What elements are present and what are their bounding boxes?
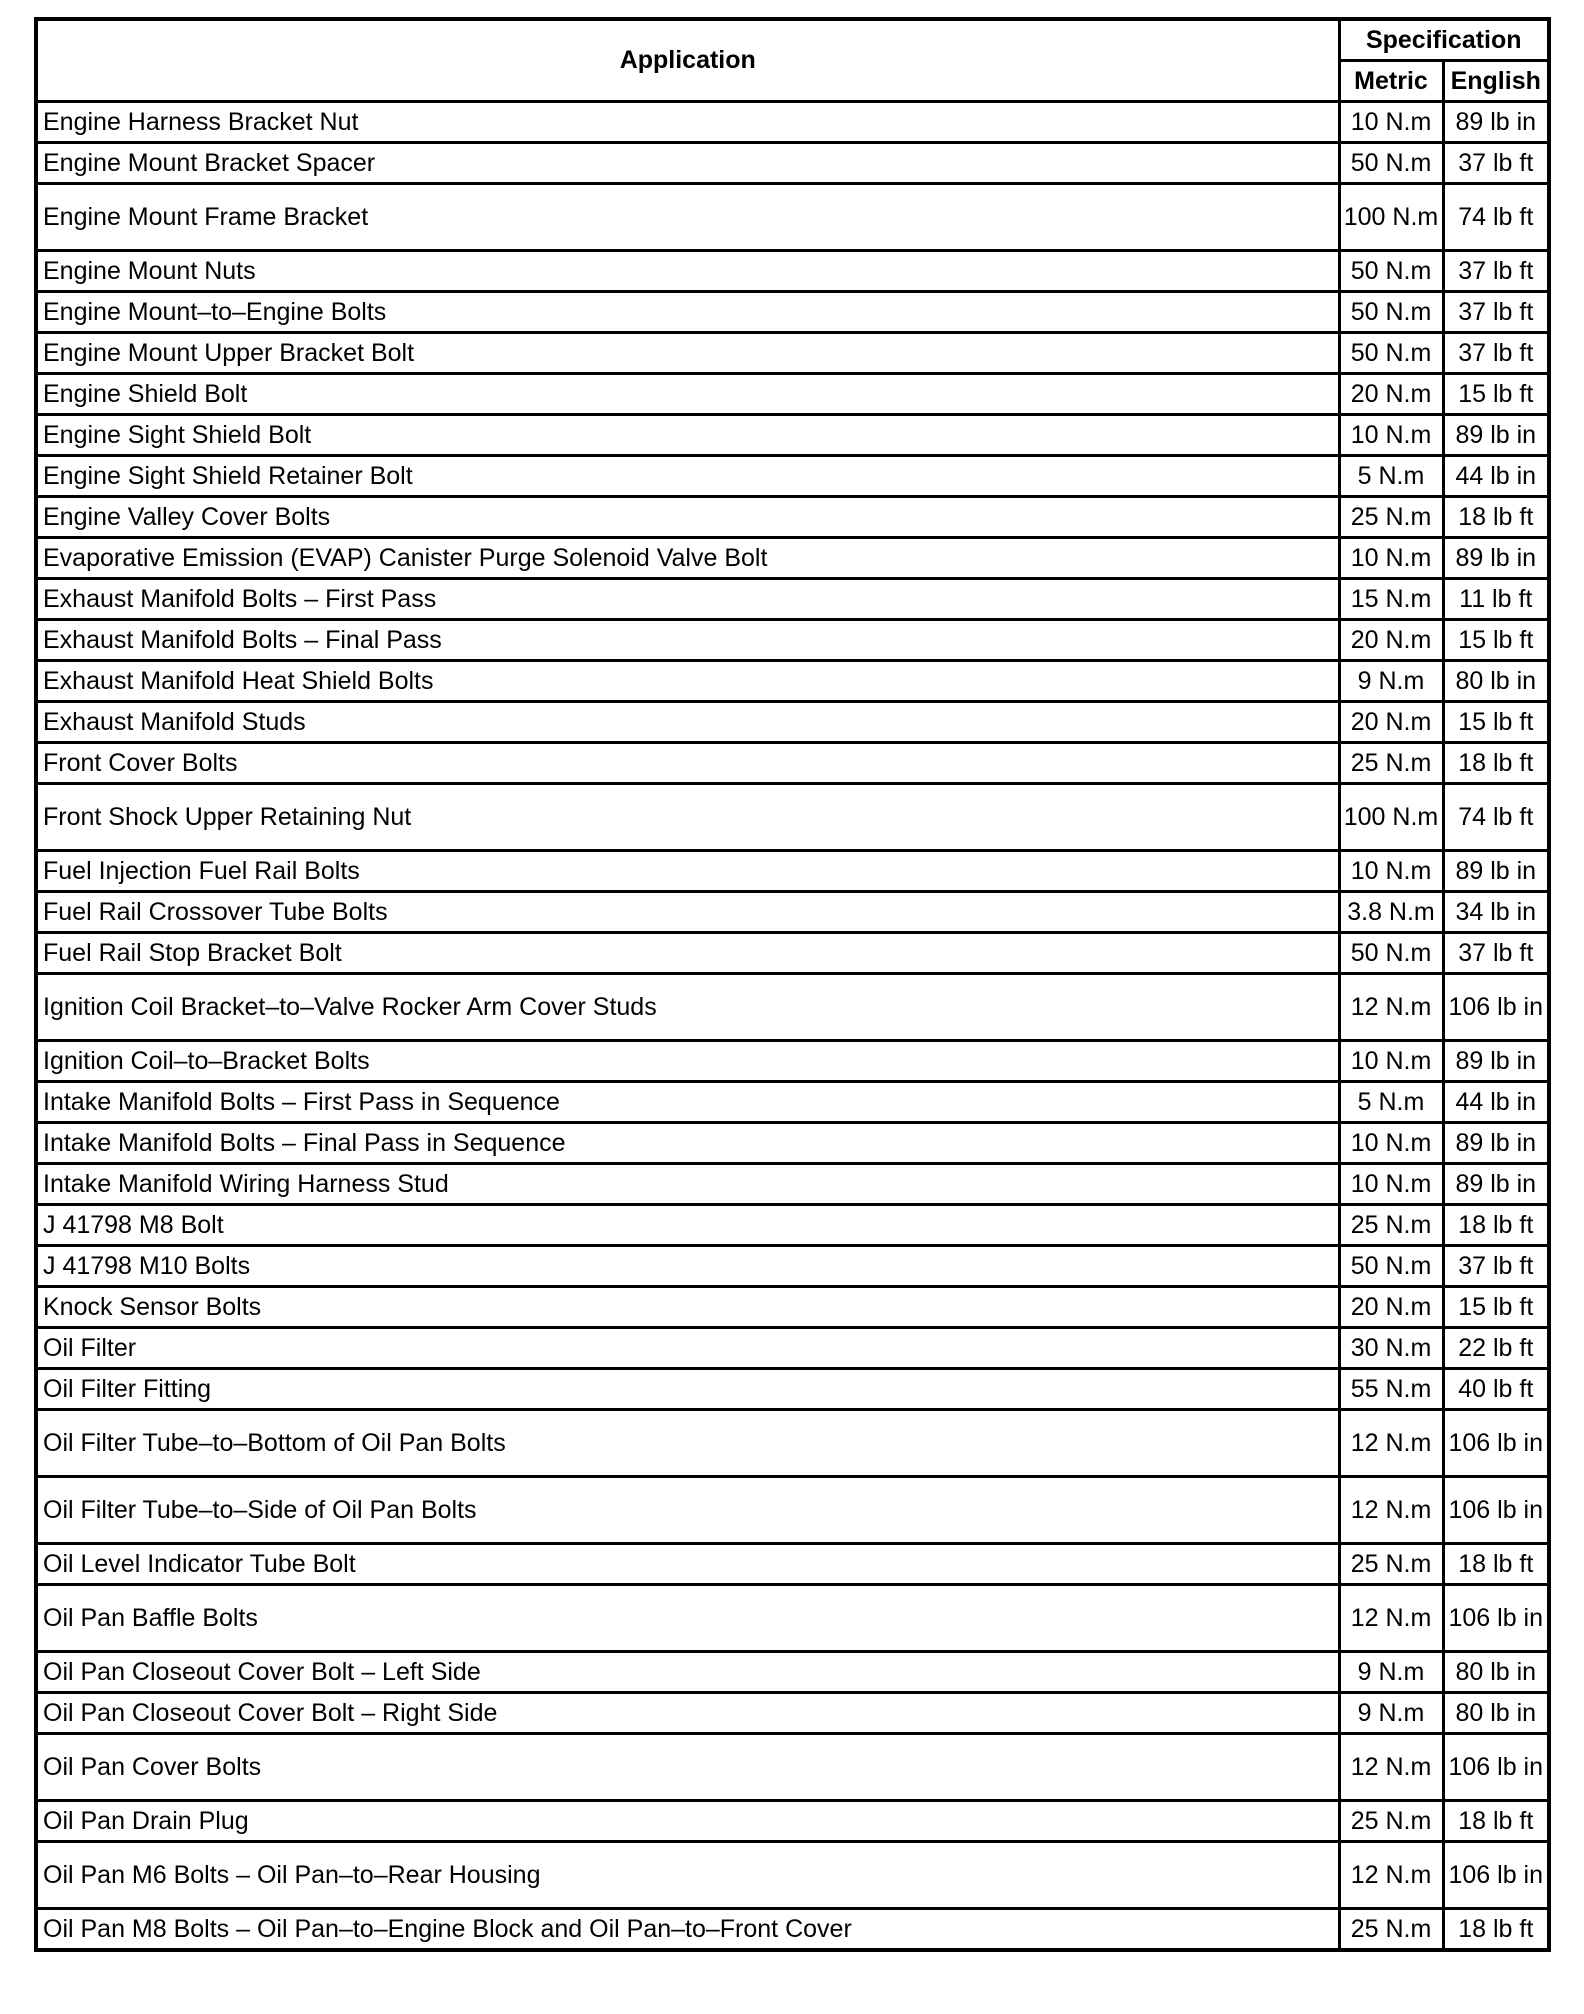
metric-cell: 10 N.m: [1339, 415, 1443, 456]
table-row: [36, 292, 1549, 333]
table-row: [36, 620, 1549, 661]
application-cell: Intake Manifold Wiring Harness Stud: [36, 1164, 1339, 1205]
table-row: [36, 456, 1549, 497]
metric-cell: 9 N.m: [1339, 1652, 1443, 1693]
english-cell: 89 lb in: [1443, 1164, 1549, 1205]
metric-cell: 50 N.m: [1339, 292, 1443, 333]
application-cell: Ignition Coil Bracket–to–Valve Rocker Arm Cover Studs: [36, 974, 1339, 1041]
application-cell: Engine Valley Cover Bolts: [36, 497, 1339, 538]
metric-cell: 5 N.m: [1339, 1082, 1443, 1123]
application-cell: Front Cover Bolts: [36, 743, 1339, 784]
metric-cell: 3.8 N.m: [1339, 892, 1443, 933]
table-body: [36, 102, 1549, 1951]
application-cell: Exhaust Manifold Bolts – First Pass: [36, 579, 1339, 620]
english-cell: 89 lb in: [1443, 102, 1549, 143]
english-cell: 37 lb ft: [1443, 333, 1549, 374]
application-cell: Engine Sight Shield Retainer Bolt: [36, 456, 1339, 497]
english-cell: 37 lb ft: [1443, 251, 1549, 292]
application-cell: Oil Pan M8 Bolts – Oil Pan–to–Engine Block and Oil Pan–to–Front Cover: [36, 1909, 1339, 1951]
metric-cell: 25 N.m: [1339, 1909, 1443, 1951]
english-cell: 18 lb ft: [1443, 1205, 1549, 1246]
english-cell: 74 lb ft: [1443, 184, 1549, 251]
application-cell: Oil Pan M6 Bolts – Oil Pan–to–Rear Housing: [36, 1842, 1339, 1909]
metric-cell: 50 N.m: [1339, 933, 1443, 974]
metric-cell: 10 N.m: [1339, 102, 1443, 143]
application-cell: Oil Filter Tube–to–Bottom of Oil Pan Bolts: [36, 1410, 1339, 1477]
english-cell: 34 lb in: [1443, 892, 1549, 933]
table-row: [36, 1287, 1549, 1328]
table-row: [36, 1842, 1549, 1909]
english-cell: 106 lb in: [1443, 1410, 1549, 1477]
table-row: [36, 1369, 1549, 1410]
metric-cell: 20 N.m: [1339, 620, 1443, 661]
specification-header: Specification: [1339, 19, 1549, 61]
metric-cell: 10 N.m: [1339, 851, 1443, 892]
english-cell: 18 lb ft: [1443, 1801, 1549, 1842]
english-cell: 15 lb ft: [1443, 1287, 1549, 1328]
application-cell: Engine Harness Bracket Nut: [36, 102, 1339, 143]
application-cell: Exhaust Manifold Heat Shield Bolts: [36, 661, 1339, 702]
english-cell: 106 lb in: [1443, 1842, 1549, 1909]
table-row: [36, 374, 1549, 415]
application-cell: Oil Pan Closeout Cover Bolt – Right Side: [36, 1693, 1339, 1734]
english-cell: 37 lb ft: [1443, 143, 1549, 184]
application-cell: Oil Filter: [36, 1328, 1339, 1369]
english-cell: 80 lb in: [1443, 661, 1549, 702]
table-row: [36, 1164, 1549, 1205]
application-cell: Fuel Rail Crossover Tube Bolts: [36, 892, 1339, 933]
table-row: [36, 1801, 1549, 1842]
english-cell: 89 lb in: [1443, 1123, 1549, 1164]
torque-spec-table: [34, 17, 1551, 1952]
english-cell: 15 lb ft: [1443, 374, 1549, 415]
table-row: [36, 784, 1549, 851]
metric-cell: 25 N.m: [1339, 743, 1443, 784]
application-cell: Intake Manifold Bolts – First Pass in Sequence: [36, 1082, 1339, 1123]
metric-cell: 25 N.m: [1339, 1801, 1443, 1842]
table-row: [36, 415, 1549, 456]
english-cell: 80 lb in: [1443, 1652, 1549, 1693]
english-cell: 74 lb ft: [1443, 784, 1549, 851]
english-cell: 15 lb ft: [1443, 702, 1549, 743]
application-cell: Exhaust Manifold Studs: [36, 702, 1339, 743]
table-row: [36, 892, 1549, 933]
english-cell: 89 lb in: [1443, 538, 1549, 579]
english-cell: 22 lb ft: [1443, 1328, 1549, 1369]
table-row: [36, 1477, 1549, 1544]
english-cell: 44 lb in: [1443, 456, 1549, 497]
metric-cell: 25 N.m: [1339, 497, 1443, 538]
application-header: Application: [36, 19, 1339, 102]
metric-cell: 50 N.m: [1339, 1246, 1443, 1287]
application-cell: Oil Pan Drain Plug: [36, 1801, 1339, 1842]
table-row: [36, 1410, 1549, 1477]
english-cell: 106 lb in: [1443, 1585, 1549, 1652]
table-row: [36, 974, 1549, 1041]
english-header: English: [1443, 61, 1549, 102]
english-cell: 89 lb in: [1443, 1041, 1549, 1082]
metric-cell: 12 N.m: [1339, 1734, 1443, 1801]
application-cell: J 41798 M8 Bolt: [36, 1205, 1339, 1246]
english-cell: 80 lb in: [1443, 1693, 1549, 1734]
english-cell: 106 lb in: [1443, 974, 1549, 1041]
english-cell: 40 lb ft: [1443, 1369, 1549, 1410]
metric-cell: 10 N.m: [1339, 1041, 1443, 1082]
metric-header: Metric: [1339, 61, 1443, 102]
application-cell: Oil Filter Tube–to–Side of Oil Pan Bolts: [36, 1477, 1339, 1544]
application-cell: Evaporative Emission (EVAP) Canister Purge Solenoid Valve Bolt: [36, 538, 1339, 579]
application-cell: Engine Mount Nuts: [36, 251, 1339, 292]
english-cell: 11 lb ft: [1443, 579, 1549, 620]
metric-cell: 9 N.m: [1339, 661, 1443, 702]
english-cell: 44 lb in: [1443, 1082, 1549, 1123]
table-row: [36, 497, 1549, 538]
metric-cell: 15 N.m: [1339, 579, 1443, 620]
application-cell: Front Shock Upper Retaining Nut: [36, 784, 1339, 851]
metric-cell: 20 N.m: [1339, 1287, 1443, 1328]
metric-cell: 10 N.m: [1339, 538, 1443, 579]
metric-cell: 12 N.m: [1339, 1410, 1443, 1477]
english-cell: 37 lb ft: [1443, 933, 1549, 974]
english-cell: 18 lb ft: [1443, 1544, 1549, 1585]
english-cell: 18 lb ft: [1443, 497, 1549, 538]
english-cell: 89 lb in: [1443, 851, 1549, 892]
english-cell: 89 lb in: [1443, 415, 1549, 456]
application-cell: Fuel Injection Fuel Rail Bolts: [36, 851, 1339, 892]
metric-cell: 25 N.m: [1339, 1544, 1443, 1585]
table-row: [36, 143, 1549, 184]
metric-cell: 10 N.m: [1339, 1164, 1443, 1205]
metric-cell: 50 N.m: [1339, 333, 1443, 374]
english-cell: 37 lb ft: [1443, 1246, 1549, 1287]
application-cell: Engine Mount Upper Bracket Bolt: [36, 333, 1339, 374]
table-row: [36, 743, 1549, 784]
english-cell: 15 lb ft: [1443, 620, 1549, 661]
english-cell: 106 lb in: [1443, 1734, 1549, 1801]
english-cell: 106 lb in: [1443, 1477, 1549, 1544]
application-cell: Oil Level Indicator Tube Bolt: [36, 1544, 1339, 1585]
table-row: [36, 251, 1549, 292]
english-cell: 18 lb ft: [1443, 743, 1549, 784]
application-cell: Engine Mount–to–Engine Bolts: [36, 292, 1339, 333]
english-cell: 37 lb ft: [1443, 292, 1549, 333]
metric-cell: 55 N.m: [1339, 1369, 1443, 1410]
table-row: [36, 1909, 1549, 1951]
table-row: [36, 1734, 1549, 1801]
english-cell: 18 lb ft: [1443, 1909, 1549, 1951]
application-cell: Oil Pan Baffle Bolts: [36, 1585, 1339, 1652]
table-row: [36, 1585, 1549, 1652]
table-row: [36, 1544, 1549, 1585]
metric-cell: 50 N.m: [1339, 251, 1443, 292]
metric-cell: 100 N.m: [1339, 784, 1443, 851]
metric-cell: 10 N.m: [1339, 1123, 1443, 1164]
table-row: [36, 851, 1549, 892]
metric-cell: 20 N.m: [1339, 702, 1443, 743]
application-cell: Exhaust Manifold Bolts – Final Pass: [36, 620, 1339, 661]
table-row: [36, 184, 1549, 251]
table-row: [36, 933, 1549, 974]
metric-cell: 25 N.m: [1339, 1205, 1443, 1246]
table-row: [36, 1041, 1549, 1082]
application-cell: Oil Pan Cover Bolts: [36, 1734, 1339, 1801]
table-row: [36, 538, 1549, 579]
application-cell: Oil Pan Closeout Cover Bolt – Left Side: [36, 1652, 1339, 1693]
table-row: [36, 333, 1549, 374]
application-cell: Intake Manifold Bolts – Final Pass in Sequence: [36, 1123, 1339, 1164]
metric-cell: 30 N.m: [1339, 1328, 1443, 1369]
metric-cell: 9 N.m: [1339, 1693, 1443, 1734]
application-cell: Engine Mount Bracket Spacer: [36, 143, 1339, 184]
application-cell: Engine Shield Bolt: [36, 374, 1339, 415]
table-row: [36, 1693, 1549, 1734]
table-row: [36, 579, 1549, 620]
application-cell: J 41798 M10 Bolts: [36, 1246, 1339, 1287]
metric-cell: 12 N.m: [1339, 1842, 1443, 1909]
application-cell: Knock Sensor Bolts: [36, 1287, 1339, 1328]
table-row: [36, 1205, 1549, 1246]
table-row: [36, 1123, 1549, 1164]
application-cell: Oil Filter Fitting: [36, 1369, 1339, 1410]
table-row: [36, 1082, 1549, 1123]
metric-cell: 12 N.m: [1339, 1585, 1443, 1652]
table-row: [36, 1652, 1549, 1693]
application-cell: Engine Mount Frame Bracket: [36, 184, 1339, 251]
metric-cell: 12 N.m: [1339, 974, 1443, 1041]
metric-cell: 50 N.m: [1339, 143, 1443, 184]
table-row: [36, 102, 1549, 143]
table-row: [36, 702, 1549, 743]
application-cell: Ignition Coil–to–Bracket Bolts: [36, 1041, 1339, 1082]
application-cell: Engine Sight Shield Bolt: [36, 415, 1339, 456]
metric-cell: 12 N.m: [1339, 1477, 1443, 1544]
table-row: [36, 1246, 1549, 1287]
application-cell: Fuel Rail Stop Bracket Bolt: [36, 933, 1339, 974]
table-row: [36, 1328, 1549, 1369]
metric-cell: 5 N.m: [1339, 456, 1443, 497]
table-row: [36, 661, 1549, 702]
metric-cell: 100 N.m: [1339, 184, 1443, 251]
metric-cell: 20 N.m: [1339, 374, 1443, 415]
